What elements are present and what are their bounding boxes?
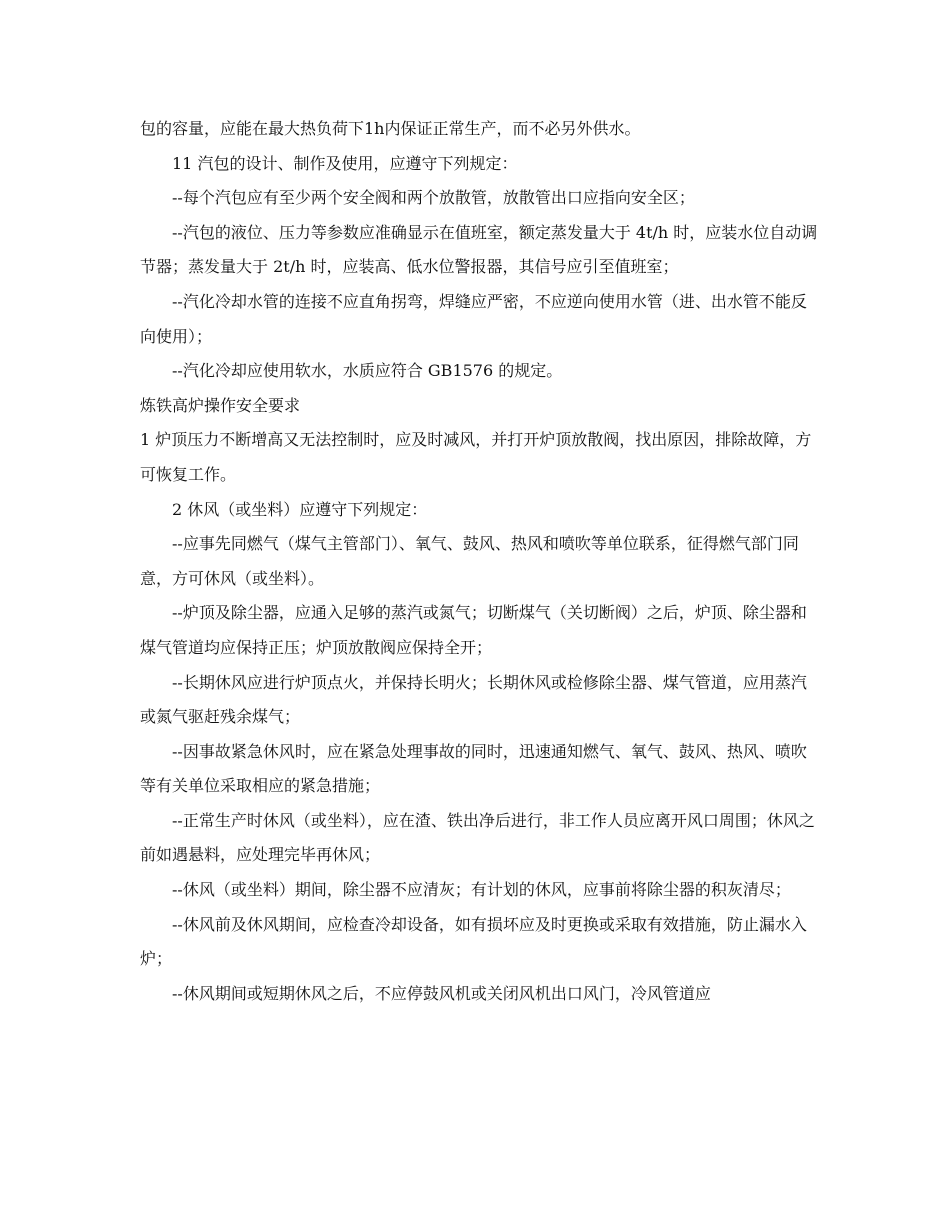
paragraph-safety-valves: --每个汽包应有至少两个安全阀和两个放散管，放散管出口应指向安全区； [172,188,695,208]
paragraph-normal-production: --正常生产时休风（或坐料），应在渣、铁出净后进行，非工作人员应离开风口周围；休风之前如遇悬料，应处理完毕再休风； [140,810,815,865]
paragraph-emergency: --因事故紧急休风时，应在紧急处理事故的同时，迅速通知燃气、氧气、鼓风、热风、喷吹等有关单位采取相应的紧急措施； [140,741,807,796]
paragraph-rule-1: 1 炉顶压力不断增高又无法控制时，应及时减风，并打开炉顶放散阀，找出原因，排除故障，方可恢复工作。 [140,430,812,484]
paragraph-rule-2: 2 休风（或坐料）应遵守下列规定： [172,499,428,519]
paragraph-furnace-top: --炉顶及除尘器，应通入足够的蒸汽或氮气；切断煤气（关切断阀）之后，炉顶、除尘器和煤气管道均应保持正压；炉顶放散阀应保持全开； [140,603,807,657]
paragraph-rule-11: 11 汽包的设计、制作及使用，应遵守下列规定： [172,153,518,173]
paragraph-pipe-connection: --汽化冷却水管的连接不应直角拐弯，焊缝应严密，不应逆向使用水管（进、出水管不能反向使用）； [140,291,807,346]
paragraph-dust-cleaning: --休风（或坐料）期间，除尘器不应清灰；有计划的休风，应事前将除尘器的积灰清尽； [172,880,791,900]
paragraph-cooling-check: --休风前及休风期间，应检查冷却设备，如有损坏应及时更换或采取有效措施，防止漏水入炉； [140,914,807,969]
paragraph-contact-units: --应事先同燃气（煤气主管部门）、氧气、鼓风、热风和喷吹等单位联系，征得燃气部门同意，方可休风（或坐料）。 [140,534,799,588]
document-body [140,112,820,1011]
paragraph-long-shutdown: --长期休风应进行炉顶点火，并保持长明火；长期休风或检修除尘器、煤气管道，应用蒸汽或氮气驱赶残余煤气； [140,672,807,727]
paragraph-level-pressure: --汽包的液位、压力等参数应准确显示在值班室，额定蒸发量大于 4t/h 时，应装水位自动调节器；蒸发量大于 2t/h 时，应装高、低水位警报器，其信号应引至值班室； [140,222,818,277]
paragraph-capacity: 包的容量，应能在最大热负荷下1h内保证正常生产，而不必另外供水。 [140,119,641,138]
section-heading: 炼铁高炉操作安全要求 [140,395,301,415]
paragraph-blower: --休风期间或短期休风之后，不应停鼓风机或关闭风机出口风门，冷风管道应 [172,983,711,1003]
paragraph-soft-water: --汽化冷却应使用软水，水质应符合 GB1576 的规定。 [172,361,563,381]
